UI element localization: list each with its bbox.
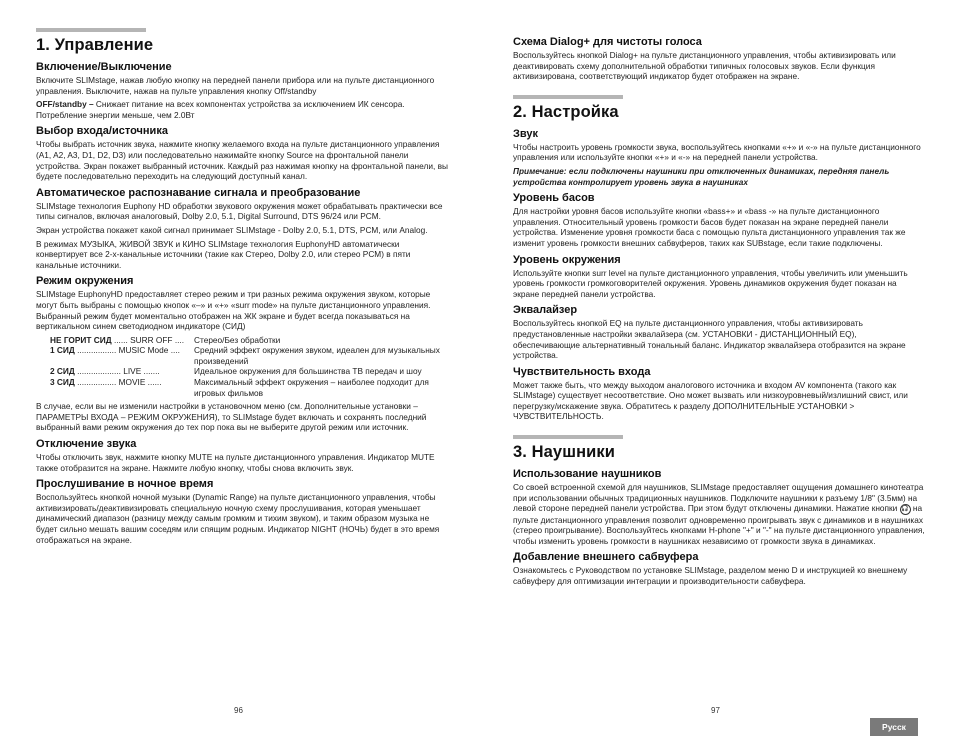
headphones-icon: 🎧 <box>900 504 911 515</box>
standby-text <box>36 99 448 120</box>
heading-surround-level: Уровень окружения <box>513 253 621 266</box>
heading-auto: Автоматическое распознавание сигнала и преобразование <box>36 186 361 199</box>
mode-dots: ................. <box>77 377 117 388</box>
mode-desc: Стерео/Без обработки <box>194 334 281 345</box>
sound-note: Примечание: если подключены наушники при отключенных динамиках, передняя панель устройства контролирует уровень звука в наушниках <box>513 165 890 187</box>
page-number-right: 97 <box>711 706 720 715</box>
mode-dots: ...... <box>113 334 128 345</box>
standby-desc: Снижает питание на всех компонентах устройства за исключением ИК сенсора. Потребление энергии меньше, чем 2.0Вт <box>36 99 405 120</box>
surround-text-2: В случае, если вы не изменили настройки в установочном меню (см. Дополнительные установки – ПАРАМЕТРЫ ВХОДА – РЕЖИМ ОКРУЖЕНИЯ), то SLIMstage будет включать и сохранять последний выбранный вами режим окружения до тех пор пока вы не выберите другой режим или источник. <box>36 401 427 433</box>
heading-sound: Звук <box>513 127 539 140</box>
eq-text: Воспользуйтесь кнопкой EQ на пульте дистанционного управления, чтобы активизировать предустановленные настройки эквалайзера (см. УСТАНОВКИ - ДИСТАНЦИОННЫЙ EQ), обеспечивающие альтернативный тональный баланс. Индикатор эквалайзера отобразится на экране устройства. <box>513 318 906 361</box>
mode-desc: Средний эффект окружения звуком, идеален для музыкальных произведений <box>194 345 440 366</box>
heading-input: Выбор входа/источника <box>36 125 168 138</box>
mode-desc: Идеальное окружения для большинства ТВ передач и шоу <box>194 366 422 377</box>
bass-text: Для настройки уровня басов используйте кнопки «bass+» и «bass -» на пульте дистанционного управления. Относительный уровень громкости басов будет показан на экране передней панели устройства. Изменение уровня громкости баса с помощью пульта дистанционного управления так же изменит уровень громкости внешних сабвуферов, таких как SUBstage, если такие подключены. <box>513 206 906 248</box>
mode-dots: ................. <box>77 345 117 356</box>
mode-desc: Максимальный эффект окружения – наиболее подходит для игровых фильмов <box>194 377 429 398</box>
auto-text-3: В режимах МУЗЫКА, ЖИВОЙ ЗВУК и КИНО SLIMstage технология EuphonyHD автоматически конвертирует все 2-х-канальные источники (такие как Стерео, Dolby 2.0, или стерео PCM) в пяти канальные источники. <box>36 238 411 270</box>
mode-dots: ................... <box>77 366 121 377</box>
heading-surround: Режим окружения <box>36 275 134 288</box>
surround-level-text: Используйте кнопки surr level на пульте дистанционного управления, чтобы увеличить или уменьшить уровень громкости громкоговорителей окружения. Уровень динамиков окружения будет показан на экране передней панели устройства. <box>513 267 908 299</box>
heading-eq: Эквалайзер <box>513 304 578 317</box>
mode-row <box>36 377 448 398</box>
mode-name: LIVE <box>123 366 142 377</box>
section-title-setup: 2. Настройка <box>513 102 619 121</box>
auto-text-1: SLIMstage технология Euphony HD обработки звукового окружения может обрабатывать практически все типы сигналов, включая аналоговый, Dolby 2.0, 5.1, Digital Surround, DTS 96/24 или PCM. <box>36 200 443 222</box>
mode-row <box>36 366 448 377</box>
standby-label: OFF/standby – <box>36 99 94 110</box>
surround-text-1: SLIMstage EuphonyHD предоставляет стерео режим и три разных режима окружения звуком, которые могут быть выбраны с помощью кнопок «–» и «+» «surr mode» на пульте дистанционного управления. Выбранный режим будет моментально отображен на ЖК экране и будет всегда показываться на вертикальном синем светодиодном индикаторе (СИД) <box>36 289 431 332</box>
mode-name: MOVIE <box>118 377 146 388</box>
heading-onoff: Включение/Выключение <box>36 61 172 73</box>
mode-leds: НЕ ГОРИТ СИД <box>50 334 112 345</box>
heading-subwoofer: Добавление внешнего сабвуфера <box>513 551 699 564</box>
headphones-text <box>513 482 925 546</box>
sound-text: Чтобы настроить уровень громкости звука, воспользуйтесь кнопками «+» и «-» на пульте дистанционного управления или используйте кнопки «+» и «-» на передней панели устройства. <box>513 141 921 163</box>
heading-sensitivity: Чувствительность входа <box>513 365 651 378</box>
heading-mute: Отключение звука <box>36 438 137 451</box>
mode-leds: 3 СИД <box>50 377 75 388</box>
mode-name: MUSIC Mode <box>118 345 169 356</box>
mode-row <box>36 345 448 366</box>
mode-leds: 2 СИД <box>50 366 75 377</box>
mode-name: SURR OFF <box>130 334 173 345</box>
heading-night: Прослушивание в ночное время <box>36 478 214 491</box>
mode-dots: ....... <box>143 366 160 377</box>
section-title-headphones: 3. Наушники <box>513 443 615 462</box>
right-column <box>513 28 925 590</box>
sensitivity-text: Может также быть, что между выходом аналогового источника и входом AV компонента (такого как SLIMstage) существует несоответствие. Оно может вызвать или низкоуровневый/излишний свист, или перегрузку/искажение звука. Обратитесь к разделу ДОПОЛНИТЕЛЬНЫЕ УСТАНОВКИ > ЧУВСТВИТЕЛЬНОСТЬ. <box>513 379 908 422</box>
night-text: Воспользуйтесь кнопкой ночной музыки (Dynamic Range) на пульте дистанционного управления, чтобы активизировать/деактивизировать специальную ночную схему прослушивания, которая уменьшает динамический диапазон (разницу между самым громким и тихим звуком), и таким образом музыка не будет сильно мешать вашим соседям или спящим родным. Индикатор NIGHT (НОЧЬ) будет в это время отображаться на экране. <box>36 492 440 545</box>
auto-text-2: Экран устройства покажет какой сигнал принимает SLIMstage - Dolby 2.0, 5.1, DTS, PCM, или Analog. <box>36 224 428 235</box>
onoff-text: Включите SLIMstage, нажав любую кнопку на передней панели прибора или на пульте дистанционного управления. Выключите, нажав на пульте управления кнопку Off/standby <box>36 75 435 96</box>
headphones-text-a: Со своей встроенной схемой для наушников, SLIMstage предоставляет ощущения домашнего кинотеатра при использовании обычных традиционных наушников. Подключите наушники к разъему 1/8" (3.5мм) на левой стороне передней панели устройства. При этом будут отключены динамики. Нажатие кнопки <box>513 482 924 514</box>
language-tab: Русск <box>870 718 918 736</box>
input-text: Чтобы выбрать источник звука, нажмите кнопку желаемого входа на пульте дистанционного управления (A1, A2, A3, D1, D2, D3) или последовательно нажимайте кнопку Source на фронтальной панели устройства. Экран покажет выбранный источник. Каждый раз нажимая кнопку на фронтальной панели, вы будете последовательно переходить на следующий доступный канал. <box>36 139 448 182</box>
section-bar <box>513 435 623 439</box>
headphones-text-b: на пульте дистанционного управления позволит одновременно проигрывать звук с динамиков и в наушниках (стерео проигрывание). Воспользуйтесь кнопками H-phone "+" и "-" на пульте дистанционного управления, чтобы изменить уровень громкости в наушниках независимо от громкости звука в динамиках. <box>513 503 925 546</box>
mute-text: Чтобы отключить звук, нажмите кнопку MUTE на пульте дистанционного управления. Индикатор MUTE также отобразится на экране. Нажмите любую кнопку, чтобы снова включить звук. <box>36 452 435 473</box>
section-title-control: 1. Управление <box>36 36 154 54</box>
dialog-text: Воспользуйтесь кнопкой Dialog+ на пульте дистанционного управления, чтобы активизировать или деактивировать схему дополнительной обработки типичных голосовых звуков. Если функция активизирована, соответствующий индикатор будет отображен на экране. <box>513 50 896 82</box>
heading-bass: Уровень басов <box>513 192 595 205</box>
heading-headphones: Использование наушников <box>513 468 662 481</box>
mode-leds: 1 СИД <box>50 345 75 356</box>
subwoofer-text: Ознакомьтесь с Руководством по установке SLIMstage, разделом меню D и инструкцией ко внешнему сабвуферу для оптимизации интеграции и производительности сабвуфера. <box>513 565 908 586</box>
mode-dots: .... <box>174 334 185 345</box>
heading-dialog: Схема Dialog+ для чистоты голоса <box>513 36 702 48</box>
mode-dots: ...... <box>147 377 162 388</box>
surround-mode-table <box>36 335 448 399</box>
page-number-left: 96 <box>234 706 243 715</box>
mode-dots: .... <box>170 345 180 356</box>
left-column <box>36 28 448 548</box>
section-bar <box>513 95 623 99</box>
mode-row <box>36 335 448 346</box>
section-bar <box>36 28 146 32</box>
